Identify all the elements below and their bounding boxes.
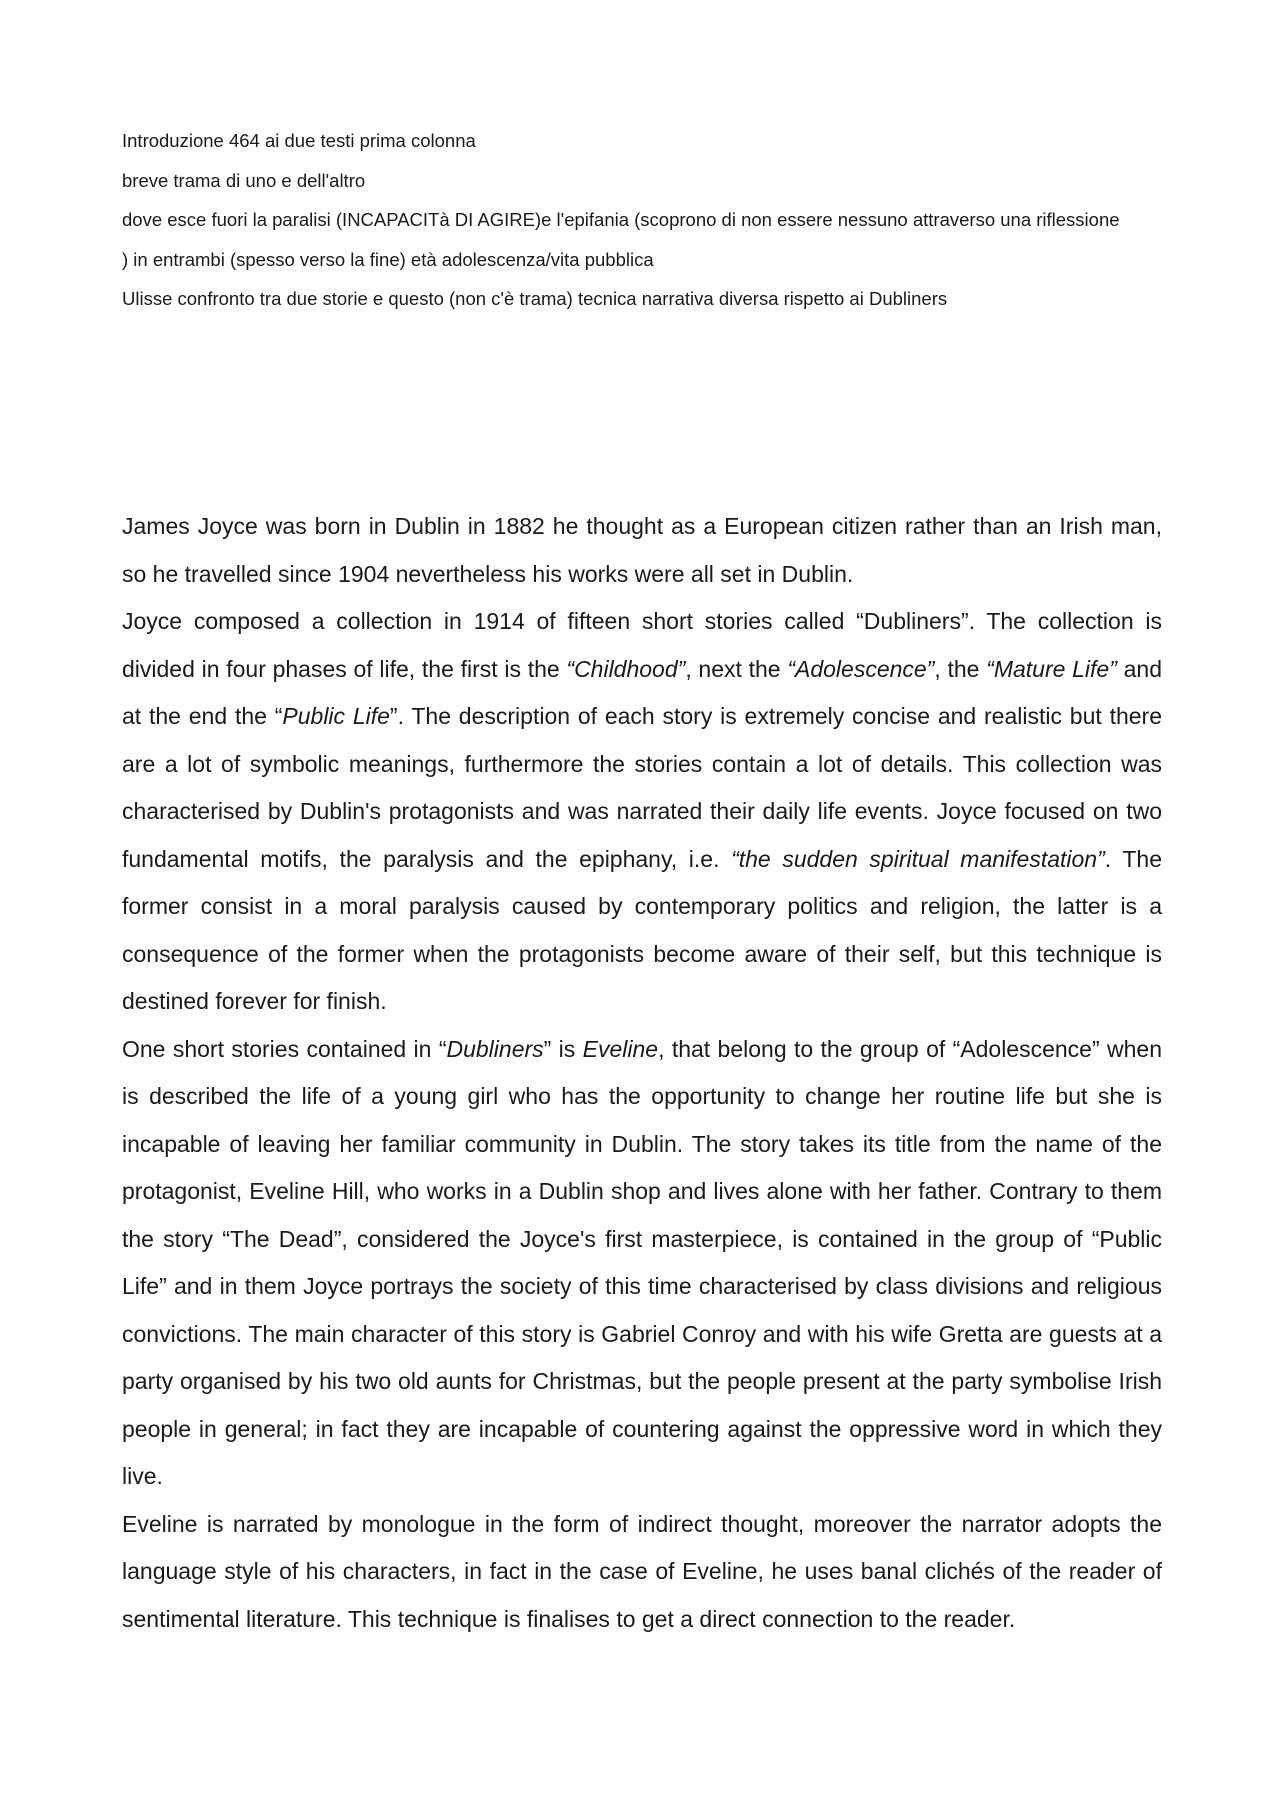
note-line: Ulisse confronto tra due storie e questo (non c'è trama) tecnica narrativa diversa rispetto ai Dubliners — [122, 288, 948, 309]
notes-section — [122, 121, 1172, 319]
note-line: dove esce fuori la paralisi (INCAPACITà DI AGIRE)e l'epifania (scoprono di non essere nessuno attraverso una riflessione — [122, 209, 1120, 230]
essay-paragraph-4: Eveline is narrated by monologue in the form of indirect thought, moreover the narrator adopts the language style of his characters, in fact in the case of Eveline, he uses banal clichés of the reader of sentimental literature. This technique is finalises to get a direct connection to the reader. — [122, 1510, 1162, 1632]
note-line: ) in entrambi (spesso verso la fine) età adolescenza/vita pubblica — [122, 248, 654, 270]
essay-paragraph-3: One short stories contained in “Dubliners” is Eveline, that belong to the group of “Adolescence” when is described the life of a young girl who has the opportunity to change her routine life but she is incapable of leaving her familiar community in Dublin. The story takes its title from the name of the protagonist, Eveline Hill, who works in a Dublin shop and lives alone with her father. Contrary to them the story “The Dead”, considered the Joyce's first masterpiece, is contained in the group of “Public Life” and in them Joyce portrays the society of this time characterised by class divisions and religious convictions. The main character of this story is Gabriel Conroy and with his wife Gretta are guests at a party organised by his two old aunts for Christmas, but the people present at the party symbolise Irish people in general; in fact they are incapable of countering against the oppressive word in which they live. — [122, 1035, 1162, 1489]
essay-paragraph-1: James Joyce was born in Dublin in 1882 he thought as a European citizen rather than an Irish man, so he travelled since 1904 nevertheless his works were all set in Dublin. — [122, 513, 1162, 587]
essay-paragraph-2: Joyce composed a collection in 1914 of fifteen short stories called “Dubliners”. The collection is divided in four phases of life, the first is the “Childhood”, next the “Adolescence”, the “Mature Life” and at the end the “Public Life”. The description of each story is extremely concise and realistic but there are a lot of symbolic meanings, furthermore the stories contain a lot of details. This collection was characterised by Dublin's protagonists and was narrated their daily life events. Joyce focused on two fundamental motifs, the paralysis and the epiphany, i.e. “the sudden spiritual manifestation”. The former consist in a moral paralysis caused by contemporary politics and religion, the latter is a consequence of the former when the protagonists become aware of their self, but this technique is destined forever for finish. — [122, 608, 1162, 1014]
note-line: breve trama di uno e dell'altro — [122, 169, 366, 191]
note-line: Introduzione 464 ai due testi prima colonna — [122, 130, 476, 151]
essay-section — [122, 503, 1162, 1643]
